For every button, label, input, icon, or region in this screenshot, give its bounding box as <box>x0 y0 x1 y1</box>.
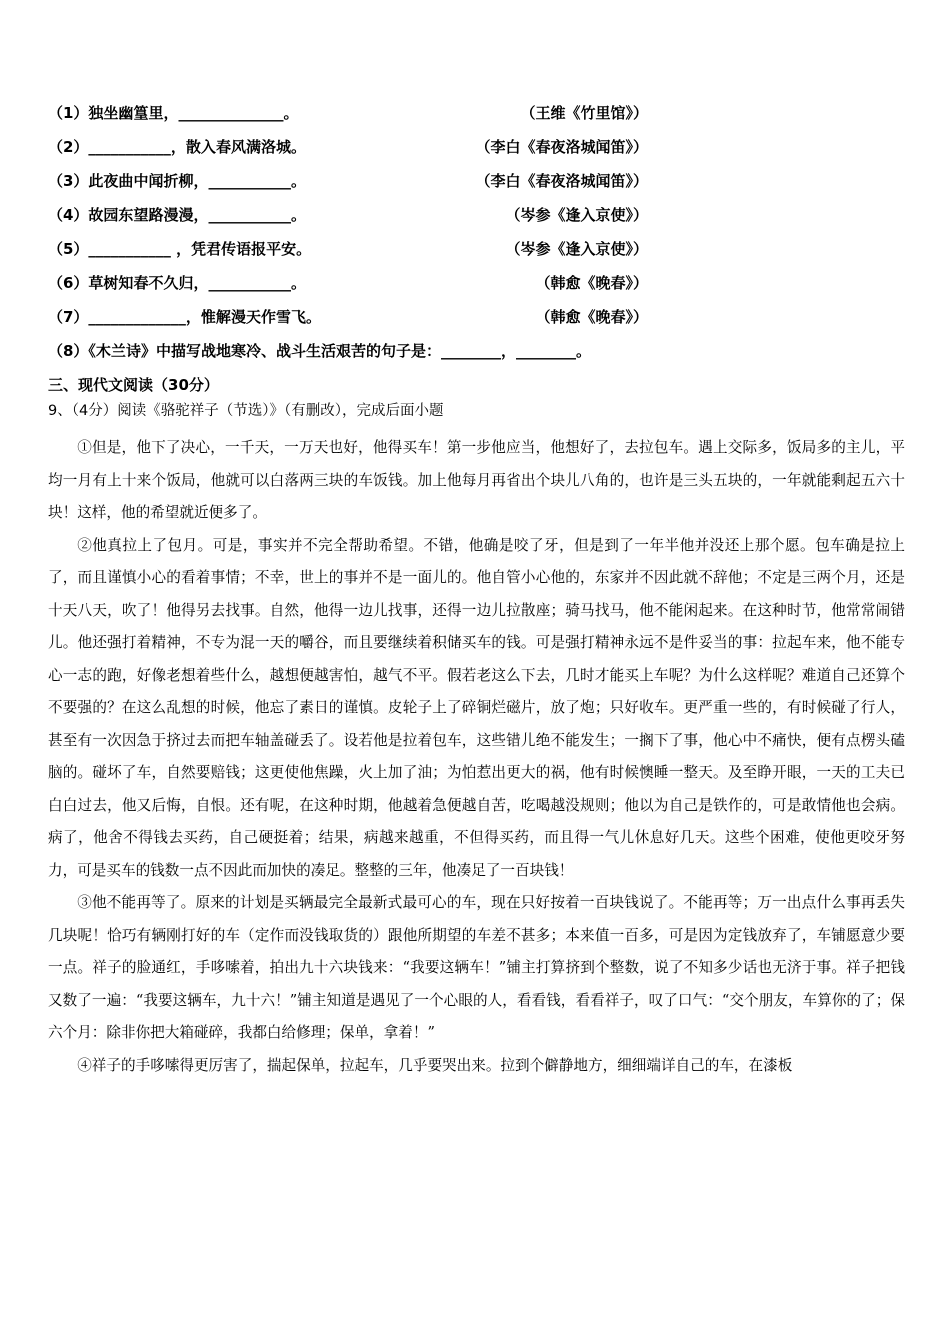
poem-source: （岑参《逢入京使》） <box>505 206 648 224</box>
poem-question: （3）此夜曲中闻折柳，___________。 <box>48 172 306 190</box>
poem-source: （王维《竹里馆》） <box>520 104 648 122</box>
section-title: 三、现代文阅读（30分） <box>48 376 219 394</box>
paragraph-4: ④祥子的手哆嗦得更厉害了，揣起保单，拉起车，几乎要哭出来。拉到个僻静地方，细细端详自己的车，在漆板 <box>77 1056 793 1074</box>
poem-source: （韩愈《晚春》） <box>535 308 648 326</box>
poem-question: （2）___________，散入春风满洛城。 <box>48 138 306 156</box>
poem-row <box>48 135 648 159</box>
poem-source: （李白《春夜洛城闻笛》） <box>475 138 648 156</box>
poem-row <box>48 203 648 227</box>
poem-row <box>48 237 648 261</box>
poem-row <box>48 169 648 193</box>
paragraph-1: ①但是，他下了决心，一千天，一万天也好，他得买车！第一步他应当，他想好了，去拉包车。遇上交际多，饭局多的主儿，平均一月有上十来个饭局，他就可以白落两三块的车饭钱。加上他每月再省出个块儿八角的，也许是三头五块的，一年就能剩起五六十块！这样，他的希望就近便多了。 <box>48 439 905 521</box>
poem-row <box>48 101 648 125</box>
poem-source: （李白《春夜洛城闻笛》） <box>475 172 648 190</box>
poem-question: （7）_____________，惟解漫天作雪飞。 <box>48 308 321 326</box>
question-8: （8）《木兰诗》中描写战地寒冷、战斗生活艰苦的句子是：________，________。 <box>48 342 591 360</box>
question-9-prompt: 9、（4分）阅读《骆驼祥子（节选）》（有删改），完成后面小题 <box>48 403 444 419</box>
poem-question: （1）独坐幽篁里，______________。 <box>48 104 299 122</box>
paragraph-2: ②他真拉上了包月。可是，事实并不完全帮助希望。不错，他确是咬了牙，但是到了一年半他并没还上那个愿。包车确是拉上了，而且谨慎小心的看着事情；不幸，世上的事并不是一面儿的。他自管小心他的，东家并不因此就不辞他；不定是三两个月，还是十天八天，吹了！他得另去找事。自然，他得一边儿找事，还得一边儿拉散座；骑马找马，他不能闲起来。在这种时节，他常常闹错儿。他还强打着精神，不专为混一天的嚼谷，而且要继续着积储买车的钱。可是强打精神永远不是件妥当的事：拉起车来，他不能专心一志的跑，好像老想着些什么，越想便越害怕，越气不平。假若老这么下去，几时才能买上车呢？为什么这样呢？难道自己还算个不要强的？在这么乱想的时候，他忘了素日的谨慎。皮轮子上了碎铜烂磁片，放了炮；只好收车。更严重一些的，有时候碰了行人，甚至有一次因急于挤过去而把车轴盖碰丢了。设若他是拉着包车，这些错儿绝不能发生；一搁下了事，他心中不痛快，便有点楞头磕脑的。碰坏了车，自然要赔钱；这更使他焦躁，火上加了油；为怕惹出更大的祸，他有时候懊睡一整天。及至睁开眼，一天的工夫已白白过去，他又后悔，自恨。还有呢，在这种时期，他越着急便越自苦，吃喝越没规则；他以为自己是铁作的，可是敢情他也会病。病了，他舍不得钱去买药，自己硬挺着；结果，病越来越重，不但得买药，而且得一气儿休息好几天。这些个困难，使他更咬牙努力，可是买车的钱数一点不因此而加快的凑足。整整的三年，他凑足了一百块钱！ <box>48 536 905 879</box>
poem-row <box>48 271 648 295</box>
poem-question: （4）故园东望路漫漫，___________。 <box>48 206 306 224</box>
poem-question: （5）___________ ，凭君传语报平安。 <box>48 240 312 258</box>
poem-source: （韩愈《晚春》） <box>535 274 648 292</box>
reading-passage <box>48 432 905 1082</box>
paragraph-3: ③他不能再等了。原来的计划是买辆最完全最新式最可心的车，现在只好按着一百块钱说了。不能再等；万一出点什么事再丢失几块呢！恰巧有辆刚打好的车（定作而没钱取货的）跟他所期望的车差不甚多；本来值一百多，可是因为定钱放弃了，车铺愿意少要一点。祥子的脸通红，手哆嗦着，拍出九十六块钱来：“我要这辆车！”铺主打算挤到个整数，说了不知多少话也无济于事。祥子把钱又数了一遍：“我要这辆车，九十六！”铺主知道是遇见了一个心眼的人，看看钱，看看祥子，叹了口气：“交个朋友，车算你的了；保六个月：除非你把大箱碰碎，我都白给修理；保单，拿着！” <box>48 894 905 1041</box>
poem-question: （6）草树知春不久归，___________。 <box>48 274 306 292</box>
poem-row <box>48 305 648 329</box>
poem-source: （岑参《逢入京使》） <box>505 240 648 258</box>
